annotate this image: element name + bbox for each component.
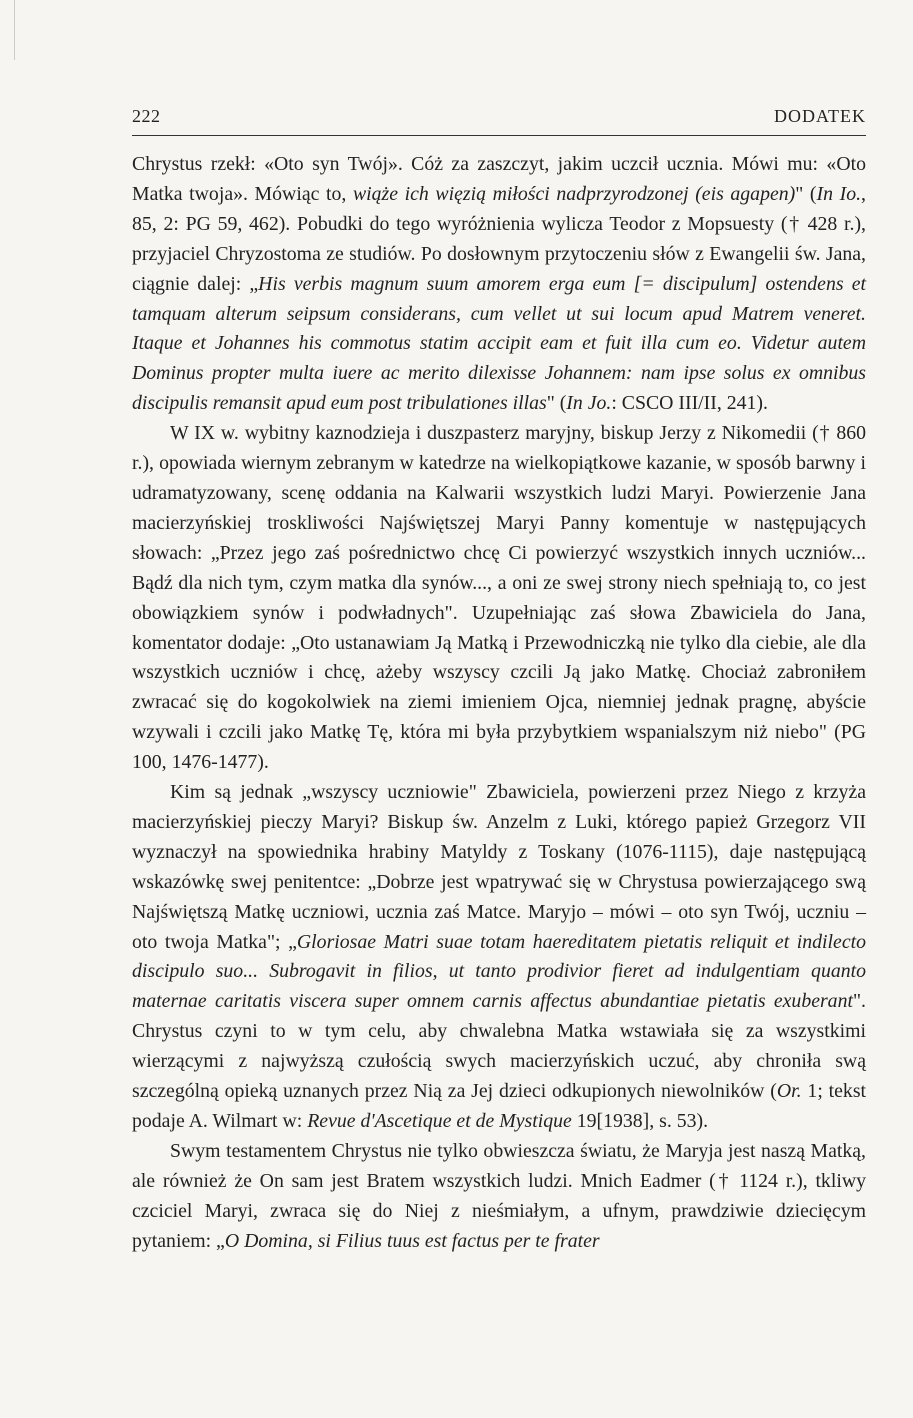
page-number: 222 <box>132 106 161 126</box>
text-run: , 85, 2: PG 59, 462). Pobudki do tego wyróżnienia wylicza Teodor z Mopsuesty († 428 r.), przyjaciel Chryzostoma ze studiów. Po dosłownym przytoczeniu słów z Ewangelii św. Jana, ciągnie dalej: „ <box>132 182 866 295</box>
italic-text: His verbis magnum suum amorem erga eum [= discipulum] ostendens et tamquam alterum seipsum considerans, cum vellet ut sui locum apud Matrem veneret. Itaque et Johannes his commotus statim accipit eam et fuit illa cum eo. Videtur autem Dominus propter multa iuere ac merito dilexisse Johannem: nam ipse solus ex omnibus discipulis remansit apud eum post tribulationes illas <box>132 272 866 415</box>
italic-text: In Io. <box>816 182 862 205</box>
text-run: " ( <box>546 392 567 415</box>
italic-text: wiąże ich więzią miłości nadprzyrodzonej (eis agapen) <box>352 182 796 205</box>
page-header <box>132 106 866 136</box>
text-run: 1; tekst podaje A. Wilmart w: <box>132 1080 867 1132</box>
paragraph <box>132 1137 866 1257</box>
paragraph <box>132 419 866 778</box>
italic-text: Or. <box>776 1080 802 1103</box>
text-run: Chrystus rzekł: «Oto syn Twój». Cóż za zaszczyt, jakim uczcił ucznia. Mówi mu: «Oto Matka twoja». Mówiąc to, <box>132 153 866 205</box>
book-page <box>132 106 866 1257</box>
paragraph <box>132 778 866 1137</box>
text-run: 19[1938], s. 53). <box>571 1110 709 1132</box>
italic-text: Gloriosae Matri suae totam haereditatem pietatis reliquit et indilecto discipulo suo... Subrogavit in filios, ut tanto prodivior fieret ad indulgentiam quanto maternae caritatis viscera super omnem carnis affectus abundantiae pietatis exuberant <box>132 930 866 1013</box>
italic-text: O Domina, si Filius tuus est factus per te frater <box>224 1229 600 1252</box>
text-run: W IX w. wybitny kaznodzieja i duszpasterz maryjny, biskup Jerzy z Nikomedii († 860 r.), opowiada wiernym zebranym w katedrze na wielkopiątkowe kazanie, w sposób barwny i udramatyzowany, scenę oddania na Kalwarii wszystkich ludzi Maryi. Powierzenie Jana macierzyńskiej troskliwości Najświętszej Maryi Panny komentuje w następujących słowach: „Przez jego zaś pośrednictwo chcę Ci powierzyć wszystkich innych uczniów... Bądź dla nich tym, czym matka dla synów..., a oni ze swej strony niech spełniają to, co jest obowiązkiem synów i podwładnych". Uzupełniając zaś słowa Zbawiciela do Jana, komentator dodaje: „Oto ustanawiam Ją Matką i Przewodniczką nie tylko dla ciebie, ale dla wszystkich uczniów i chcę, ażeby wszyscy czcili Ją jako Matkę. Chociaż zabroniłem zwracać się do kogokolwiek na ziemi imieniem Ojca, niemniej jednak pragnę, abyście wzywali i czcili jako Matkę Tę, która mi była przybytkiem wspanialszym niż niebo" (PG 100, 1476-1477). <box>132 422 866 774</box>
text-run: : CSCO III/II, 241). <box>611 392 768 415</box>
text-run: ". Chrystus czyni to w tym celu, aby chwalebna Matka wstawiała się za wszystkimi wierzącymi z najwyższą czułością swych macierzyńskich uczuć, aby chroniła swą szczególną opieką uznanych przez Nią za Jej dzieci odkupionych niewolników ( <box>132 990 866 1103</box>
text-run: " ( <box>795 182 817 205</box>
paragraph <box>132 150 866 419</box>
page-edge-mark <box>0 0 15 60</box>
text-run: Kim są jednak „wszyscy uczniowie" Zbawiciela, powierzeni przez Niego z krzyża macierzyńskiej pieczy Maryi? Biskup św. Anzelm z Luki, którego papież Grzegorz VII wyznaczył na spowiednika hrabiny Matyldy z Toskany (1076-1115), daje następującą wskazówkę swej penitentce: „Dobrze jest wpatrywać się w Chrystusa powierzającego swą Najświętszą Matkę uczniowi, ucznia zaś Matce. Maryjo – mówi – oto syn Twój, uczniu – oto twoja Matka"; „ <box>132 781 866 953</box>
running-head: DODATEK <box>774 106 866 126</box>
italic-text: In Jo. <box>566 392 612 415</box>
text-run: Swym testamentem Chrystus nie tylko obwieszcza światu, że Maryja jest naszą Matką, ale również że On sam jest Bratem wszystkich ludzi. Mnich Eadmer († 1124 r.), tkliwy czciciel Maryi, zwraca się do Niej z nieśmiałym, a ufnym, prawdziwie dziecięcym pytaniem: „ <box>132 1139 866 1252</box>
italic-text: Revue d'Ascetique et de Mystique <box>307 1110 572 1132</box>
page-body <box>132 150 866 1257</box>
